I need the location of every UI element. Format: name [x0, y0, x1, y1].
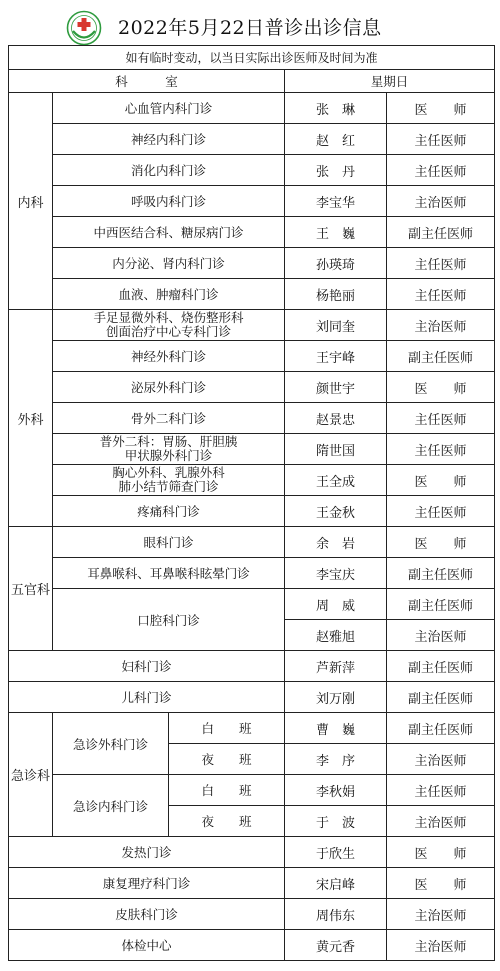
doctor-name: 曹 巍 — [285, 713, 387, 744]
doctor-name: 李 序 — [285, 744, 387, 775]
table-row — [9, 837, 495, 868]
dept-name — [53, 434, 285, 465]
doctor-name: 颜世宇 — [285, 372, 387, 403]
doctor-name: 王 巍 — [285, 217, 387, 248]
dept-name-line: 肺小结节筛查门诊 — [118, 479, 219, 494]
dept-name — [53, 465, 285, 496]
dept-name: 心血管内科门诊 — [53, 93, 285, 124]
doctor-name: 孙瑛琦 — [285, 248, 387, 279]
dept-name: 儿科门诊 — [9, 682, 285, 713]
dept-name: 消化内科门诊 — [53, 155, 285, 186]
doctor-name: 刘万刚 — [285, 682, 387, 713]
doctor-name: 王宇峰 — [285, 341, 387, 372]
dept-name: 口腔科门诊 — [53, 589, 285, 651]
doctor-name: 张 丹 — [285, 155, 387, 186]
notice-text: 如有临时变动，以当日实际出诊医师及时间为准 — [9, 46, 495, 70]
header-row — [9, 70, 495, 93]
category-label: 内科 — [9, 93, 53, 310]
table-row — [9, 124, 495, 155]
table-row — [9, 527, 495, 558]
weekday-column-header: 星期日 — [285, 70, 495, 93]
doctor-name: 赵雅旭 — [285, 620, 387, 651]
table-row — [9, 713, 495, 744]
doctor-name: 杨艳丽 — [285, 279, 387, 310]
doctor-title: 主治医师 — [387, 744, 495, 775]
doctor-name: 黄元香 — [285, 930, 387, 961]
table-row — [9, 465, 495, 496]
doctor-title: 主任医师 — [387, 496, 495, 527]
dept-name: 发热门诊 — [9, 837, 285, 868]
dept-name-line: 手足显微外科、烧伤整形科 — [93, 310, 244, 325]
dept-column-header: 科 室 — [9, 70, 285, 93]
doctor-title: 主任医师 — [387, 434, 495, 465]
doctor-title: 医 师 — [387, 465, 495, 496]
table-row — [9, 589, 495, 620]
shift-label: 白 班 — [169, 713, 285, 744]
table-row — [9, 775, 495, 806]
doctor-title: 主治医师 — [387, 620, 495, 651]
table-row — [9, 682, 495, 713]
dept-name: 中西医结合科、糖尿病门诊 — [53, 217, 285, 248]
table-row — [9, 93, 495, 124]
page-title: 2022年5月22日普诊出诊信息 — [118, 17, 382, 39]
doctor-name: 张 琳 — [285, 93, 387, 124]
doctor-name: 于欣生 — [285, 837, 387, 868]
doctor-title: 副主任医师 — [387, 558, 495, 589]
doctor-title: 副主任医师 — [387, 651, 495, 682]
dept-name-line: 普外二科：胃肠、肝胆胰 — [99, 434, 238, 449]
dept-name: 疼痛科门诊 — [53, 496, 285, 527]
doctor-name: 周 威 — [285, 589, 387, 620]
doctor-name: 王金秋 — [285, 496, 387, 527]
doctor-name: 于 波 — [285, 806, 387, 837]
table-row — [9, 310, 495, 341]
dept-name: 神经内科门诊 — [53, 124, 285, 155]
doctor-title: 主任医师 — [387, 279, 495, 310]
notice-row — [9, 46, 495, 70]
table-row — [9, 279, 495, 310]
table-row — [9, 248, 495, 279]
category-label: 五官科 — [9, 527, 53, 651]
doctor-name: 王全成 — [285, 465, 387, 496]
table-row — [9, 341, 495, 372]
doctor-name: 赵景忠 — [285, 403, 387, 434]
doctor-title: 医 师 — [387, 868, 495, 899]
doctor-title: 主治医师 — [387, 186, 495, 217]
dept-name-line: 甲状腺外科门诊 — [124, 448, 213, 463]
doctor-name: 余 岩 — [285, 527, 387, 558]
doctor-name: 芦新萍 — [285, 651, 387, 682]
doctor-name: 周伟东 — [285, 899, 387, 930]
table-row — [9, 403, 495, 434]
doctor-title: 副主任医师 — [387, 341, 495, 372]
doctor-title: 主治医师 — [387, 310, 495, 341]
doctor-title: 主治医师 — [387, 930, 495, 961]
doctor-name: 隋世国 — [285, 434, 387, 465]
doctor-title: 主治医师 — [387, 899, 495, 930]
doctor-title: 副主任医师 — [387, 217, 495, 248]
doctor-title: 主任医师 — [387, 248, 495, 279]
dept-name: 呼吸内科门诊 — [53, 186, 285, 217]
table-row — [9, 868, 495, 899]
shift-label: 白 班 — [169, 775, 285, 806]
category-label: 急诊科 — [9, 713, 53, 837]
doctor-title: 医 师 — [387, 93, 495, 124]
doctor-title: 主任医师 — [387, 155, 495, 186]
table-row — [9, 217, 495, 248]
doctor-title: 医 师 — [387, 527, 495, 558]
doctor-title: 副主任医师 — [387, 713, 495, 744]
table-row — [9, 930, 495, 961]
dept-name-line: 创面治疗中心专科门诊 — [105, 324, 231, 339]
shift-label: 夜 班 — [169, 806, 285, 837]
dept-name: 泌尿外科门诊 — [53, 372, 285, 403]
table-row — [9, 651, 495, 682]
table-row — [9, 155, 495, 186]
hospital-logo-icon — [66, 10, 102, 46]
shift-label: 夜 班 — [169, 744, 285, 775]
doctor-name: 李宝华 — [285, 186, 387, 217]
dept-name: 体检中心 — [9, 930, 285, 961]
doctor-title: 主治医师 — [387, 806, 495, 837]
doctor-title: 主任医师 — [387, 775, 495, 806]
table-row — [9, 496, 495, 527]
table-row — [9, 434, 495, 465]
category-label: 外科 — [9, 310, 53, 527]
doctor-title: 医 师 — [387, 837, 495, 868]
doctor-name: 刘同奎 — [285, 310, 387, 341]
doctor-name: 李秋娟 — [285, 775, 387, 806]
doctor-title: 医 师 — [387, 372, 495, 403]
table-row — [9, 558, 495, 589]
doctor-title: 副主任医师 — [387, 682, 495, 713]
dept-name-line: 胸心外科、乳腺外科 — [112, 465, 225, 480]
dept-name: 内分泌、肾内科门诊 — [53, 248, 285, 279]
dept-name: 眼科门诊 — [53, 527, 285, 558]
dept-name: 妇科门诊 — [9, 651, 285, 682]
table-row — [9, 186, 495, 217]
dept-name: 神经外科门诊 — [53, 341, 285, 372]
dept-name: 血液、肿瘤科门诊 — [53, 279, 285, 310]
doctor-name: 宋启峰 — [285, 868, 387, 899]
doctor-name: 李宝庆 — [285, 558, 387, 589]
dept-name: 急诊外科门诊 — [53, 713, 169, 775]
dept-name: 康复理疗科门诊 — [9, 868, 285, 899]
dept-name — [53, 310, 285, 341]
doctor-name: 赵 红 — [285, 124, 387, 155]
table-row — [9, 372, 495, 403]
dept-name: 骨外二科门诊 — [53, 403, 285, 434]
dept-name: 皮肤科门诊 — [9, 899, 285, 930]
doctor-title: 副主任医师 — [387, 589, 495, 620]
doctor-title: 主任医师 — [387, 124, 495, 155]
schedule-table — [8, 45, 495, 961]
dept-name: 急诊内科门诊 — [53, 775, 169, 837]
table-row — [9, 899, 495, 930]
doctor-title: 主任医师 — [387, 403, 495, 434]
dept-name: 耳鼻喉科、耳鼻喉科眩晕门诊 — [53, 558, 285, 589]
